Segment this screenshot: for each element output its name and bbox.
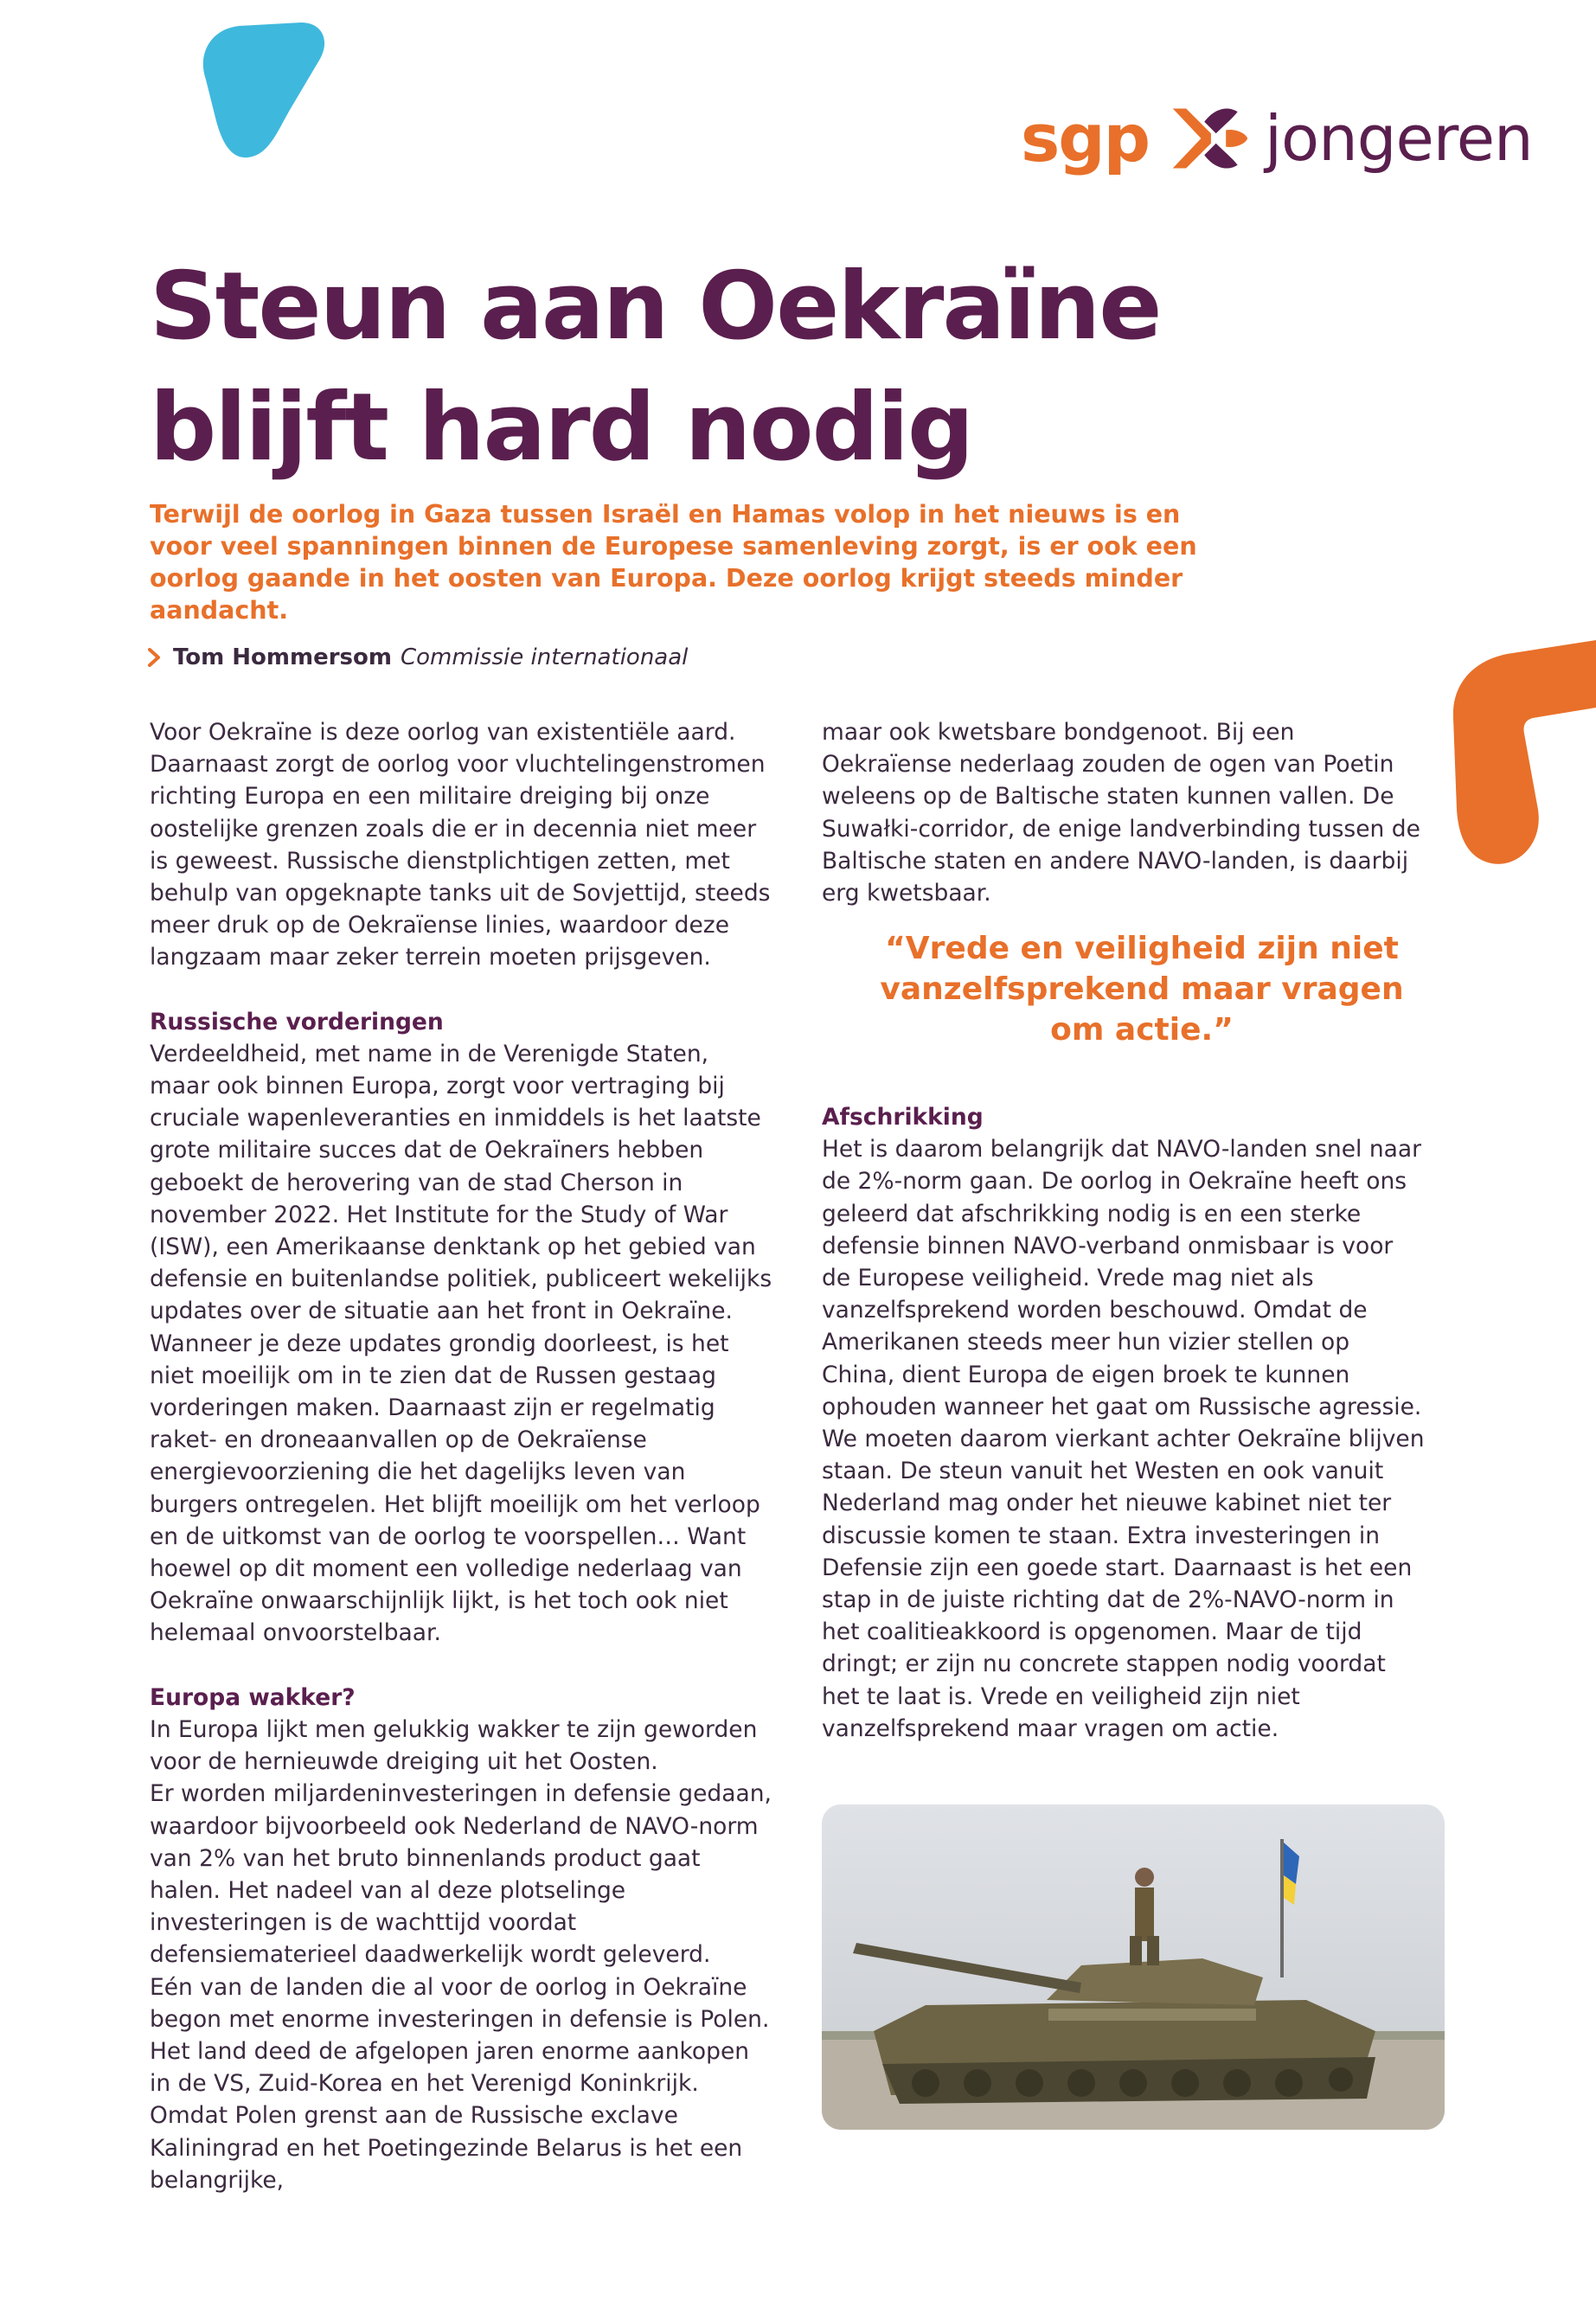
author-byline bbox=[147, 644, 688, 671]
title-line-2: blijft hard nodig bbox=[150, 374, 973, 482]
subheading-russische-vorderingen: Russische vorderingen bbox=[150, 1008, 444, 1035]
author-role: Commissie internationaal bbox=[400, 644, 689, 670]
page-title bbox=[150, 247, 1274, 489]
logo-mark-icon bbox=[1168, 97, 1251, 180]
tank-with-soldier-image bbox=[822, 1804, 1445, 2130]
paragraph-vorderingen: Verdeeldheid, met name in de Verenigde Staten, maar ook binnen Europa, zorgt voor vertraging bij cruciale wapenleveranties en inmiddels is het laatste grote militaire succes dat de Oekraïners hebben geboekt de herovering van de stad Cherson in november 2022. Het Institute for the Study of War (ISW), een Amerikaanse denktank op het gebied van defensie en buitenlandse politiek, publiceert wekelijks updates over de situatie aan het front in Oekraïne. Wanneer je deze updates grondig doorleest, is het niet moeilijk om in te zien dat de Russen gestaag vorderingen maken. Daarnaast zijn er regelmatig raket- en droneaanvallen op de Oekraïense energievoorziening die het dagelijks leven van burgers ontregelen. Het blijft moeilijk om het verloop en de uitkomst van de oorlog te voorspellen… Want hoewel op dit moment een volledige nederlaag van Oekraïne onwaarschijnlijk lijkt, is het toch ook niet helemaal onvoorstelbaar. bbox=[150, 1040, 772, 1647]
sgp-jongeren-logo bbox=[1021, 95, 1533, 182]
title-line-1: Steun aan Oekraïne bbox=[150, 253, 1161, 361]
logo-jongeren-text: jongeren bbox=[1265, 102, 1533, 175]
article-column-right-bottom bbox=[822, 1101, 1427, 1745]
paragraph-europa-2: Er worden miljardeninvesteringen in defensie gedaan, waardoor bijvoorbeeld ook Nederland de NAVO-norm van 2% van het bruto binnenlands product gaat halen. Het nadeel van al deze plotselinge investeringen is de wachttijd voordat defensiematerieel daadwerkelijk wordt geleverd. bbox=[150, 1780, 772, 1969]
logo-sgp-text: sgp bbox=[1021, 99, 1150, 176]
paragraph-europa-3: Eén van de landen die al voor de oorlog in Oekraïne begon met enorme investeringen in defensie is Polen. Het land deed de afgelopen jaren enorme aankopen in de VS, Zuid-Korea en het Verenigd Koninkrijk. Omdat Polen grenst aan de Russische exclave Kaliningrad en het Poetingezinde Belarus is het een belangrijke, bbox=[150, 1973, 770, 2194]
paragraph-continued: maar ook kwetsbare bondgenoot. Bij een Oekraïense nederlaag zouden de ogen van Poetin weleens op de Baltische staten kunnen vallen. De Suwałki-corridor, de enige landverbinding tussen de Baltische staten en andere NAVO-landen, is daarbij erg kwetsbaar. bbox=[822, 719, 1420, 907]
orange-shape-decoration bbox=[1453, 640, 1596, 869]
tank-photo bbox=[822, 1804, 1445, 2130]
subheading-afschrikking: Afschrikking bbox=[822, 1104, 984, 1131]
paragraph-afschrikking: Het is daarom belangrijk dat NAVO-landen snel naar de 2%-norm gaan. De oorlog in Oekraïne heeft ons geleerd dat afschrikking nodig is en een sterke defensie binnen NAVO-verband onmisbaar is voor de Europese veiligheid. Vrede mag niet als vanzelfsprekend worden beschouwd. Omdat de Amerikanen steeds meer hun vizier stellen op China, dient Europa de eigen broek te kunnen ophouden wanneer het gaat om Russische agressie. We moeten daarom vierkant achter Oekraïne blijven staan. De steun vanuit het Westen en ook vanuit Nederland mag onder het nieuwe kabinet niet ter discussie komen te staan. Extra investeringen in Defensie zijn een goede start. Daarnaast is het een stap in de juiste richting dat de 2%-NAVO-norm in het coalitieakkoord is opgenomen. Maar de tijd dringt; er zijn nu concrete stappen nodig voordat het te laat is. Vrede en veiligheid zijn niet vanzelfsprekend maar vragen om actie. bbox=[822, 1136, 1425, 1742]
author-name: Tom Hommersom bbox=[173, 644, 392, 670]
blue-shape-decoration bbox=[190, 19, 329, 162]
paragraph-europa-1: In Europa lijkt men gelukkig wakker te zijn geworden voor de hernieuwde dreiging uit het Oosten. bbox=[150, 1715, 758, 1776]
intro-paragraph: Terwijl de oorlog in Gaza tussen Israël en Hamas volop in het nieuws is en voor veel spanningen binnen de Europese samenleving zorgt, is er ook een oorlog gaande in het oosten van Europa. Deze oorlog krijgt steeds minder aandacht. bbox=[150, 500, 1197, 625]
article-column-right-top bbox=[822, 716, 1427, 909]
article-column-left bbox=[150, 716, 772, 2196]
subheading-europa-wakker: Europa wakker? bbox=[150, 1683, 356, 1711]
pull-quote: “Vrede en veiligheid zijn niet vanzelfsprekend maar vragen om actie.” bbox=[880, 931, 1404, 1048]
paragraph-intro: Voor Oekraïne is deze oorlog van existentiële aard. Daarnaast zorgt de oorlog voor vluchtelingenstromen richting Europa en een militaire dreiging bij onze oostelijke grenzen zoals die er in decennia niet meer is geweest. Russische dienstplichtigen zetten, met behulp van opgeknapte tanks uit de Sovjettijd, steeds meer druk op de Oekraïense linies, waardoor deze langzaam maar zeker terrein moeten prijsgeven. bbox=[150, 719, 771, 971]
chevron-right-icon bbox=[147, 648, 163, 667]
